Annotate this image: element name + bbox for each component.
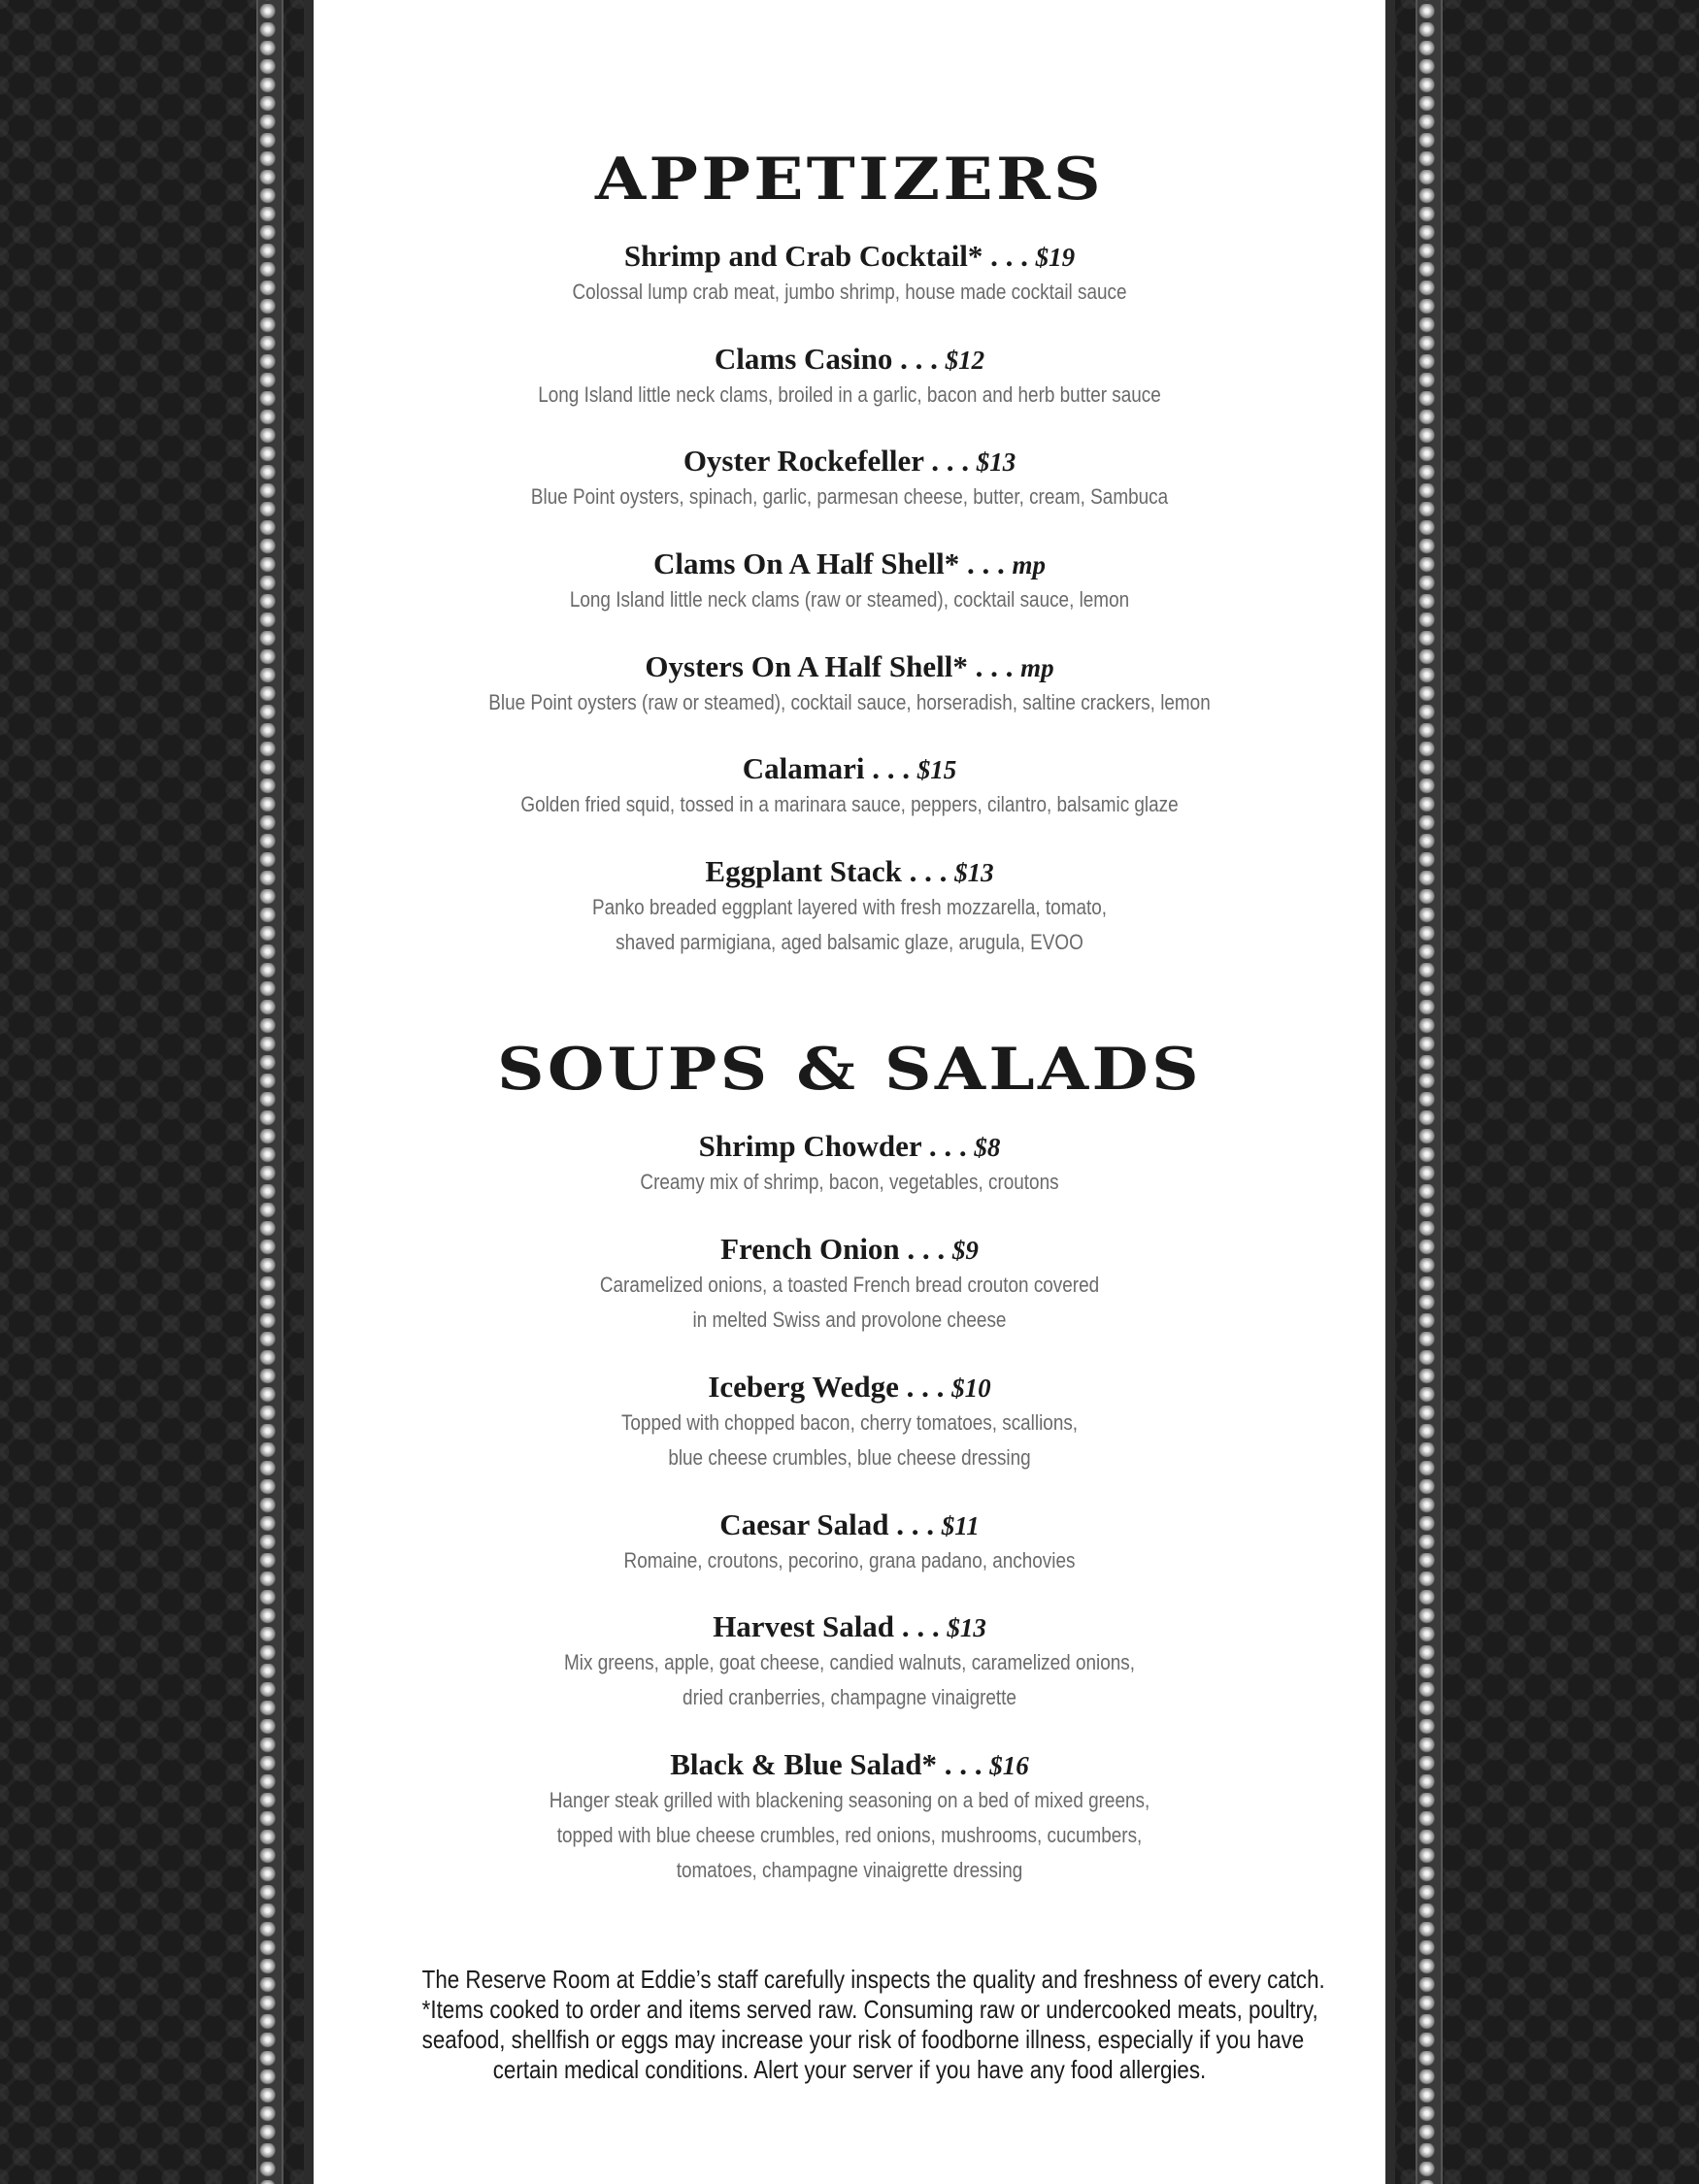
item-description: Caramelized onions, a toasted French bread crouton covered xyxy=(599,1273,1100,1297)
item-description: Long Island little neck clams (raw or steamed), cocktail sauce, lemon xyxy=(569,587,1130,612)
item-separator: . . . xyxy=(888,1507,942,1541)
item-separator: . . . xyxy=(937,1747,990,1781)
menu-page xyxy=(314,0,1385,2184)
menu-item xyxy=(314,751,1385,822)
menu-item xyxy=(314,1232,1385,1338)
item-separator: . . . xyxy=(967,649,1021,683)
item-separator: . . . xyxy=(892,342,946,376)
item-name: Clams Casino xyxy=(714,342,893,376)
section-title-appetizers: APPETIZERS xyxy=(594,146,1105,214)
item-price: $10 xyxy=(951,1373,991,1403)
item-description: shaved parmigiana, aged balsamic glaze, arugula, EVOO xyxy=(616,930,1083,954)
item-separator: . . . xyxy=(898,1370,952,1404)
item-separator: . . . xyxy=(894,1609,948,1643)
item-name: Clams On A Half Shell* xyxy=(653,546,960,580)
menu-item xyxy=(314,546,1385,617)
item-separator: . . . xyxy=(959,546,1013,580)
item-separator: . . . xyxy=(923,444,977,478)
disclaimer-footer xyxy=(421,1965,1325,2085)
item-separator: . . . xyxy=(899,1232,952,1266)
menu-item xyxy=(314,649,1385,720)
footer-line: The Reserve Room at Eddie’s staff carefully inspects the quality and freshness of every catch. xyxy=(421,1965,1325,1994)
item-price: mp xyxy=(1012,550,1046,579)
menu-item xyxy=(314,854,1385,960)
menu-item xyxy=(314,1609,1385,1715)
item-separator: . . . xyxy=(901,854,955,888)
item-description: Panko breaded eggplant layered with fresh mozzarella, tomato, xyxy=(591,895,1108,919)
item-description: Golden fried squid, tossed in a marinara sauce, peppers, cilantro, balsamic glaze xyxy=(520,792,1179,816)
item-price: $9 xyxy=(951,1236,979,1265)
item-description: Mix greens, apple, goat cheese, candied walnuts, caramelized onions, xyxy=(564,1650,1135,1674)
item-description: Hanger steak grilled with blackening seasoning on a bed of mixed greens, xyxy=(549,1788,1150,1812)
item-price: $19 xyxy=(1035,243,1076,272)
item-name: Iceberg Wedge xyxy=(708,1370,899,1404)
item-description: Colossal lump crab meat, jumbo shrimp, house made cocktail sauce xyxy=(572,280,1127,304)
footer-line: *Items cooked to order and items served raw. Consuming raw or undercooked meats, poultry, xyxy=(421,1995,1318,2024)
item-name: Eggplant Stack xyxy=(705,854,902,888)
item-name: Shrimp and Crab Cocktail* xyxy=(623,239,983,273)
item-name: Oysters On A Half Shell* xyxy=(645,649,968,683)
item-price: $8 xyxy=(974,1133,1001,1162)
item-price: $16 xyxy=(989,1751,1029,1780)
item-description: Blue Point oysters (raw or steamed), cocktail sauce, horseradish, saltine crackers, lemon xyxy=(488,690,1211,714)
item-name: French Onion xyxy=(720,1232,900,1266)
item-separator: . . . xyxy=(983,239,1036,273)
item-name: Oyster Rockefeller xyxy=(683,444,924,478)
menu-item xyxy=(314,239,1385,310)
item-separator: . . . xyxy=(921,1129,975,1163)
menu-item xyxy=(314,1507,1385,1578)
item-description: Romaine, croutons, pecorino, grana padano, anchovies xyxy=(623,1548,1076,1572)
item-description: Creamy mix of shrimp, bacon, vegetables, croutons xyxy=(640,1170,1059,1194)
item-price: mp xyxy=(1020,653,1054,682)
item-price: $13 xyxy=(947,1613,986,1642)
menu-item xyxy=(314,1129,1385,1200)
item-price: $12 xyxy=(945,346,985,375)
menu-item xyxy=(314,1370,1385,1475)
item-price: $15 xyxy=(916,755,957,784)
item-name: Caesar Salad xyxy=(719,1507,889,1541)
item-price: $13 xyxy=(976,447,1016,477)
item-name: Shrimp Chowder xyxy=(698,1129,922,1163)
item-description: blue cheese crumbles, blue cheese dressing xyxy=(668,1445,1031,1470)
item-description: in melted Swiss and provolone cheese xyxy=(692,1307,1007,1332)
item-description: Blue Point oysters, spinach, garlic, parmesan cheese, butter, cream, Sambuca xyxy=(530,484,1169,509)
section-title-soups-salads: SOUPS & SALADS xyxy=(496,1036,1203,1104)
item-price: $13 xyxy=(954,858,994,887)
item-name: Harvest Salad xyxy=(713,1609,895,1643)
item-price: $11 xyxy=(941,1511,980,1540)
item-description: Topped with chopped bacon, cherry tomatoes, scallions, xyxy=(620,1410,1079,1435)
footer-line: certain medical conditions. Alert your server if you have any food allergies. xyxy=(492,2055,1207,2084)
menu-item xyxy=(314,444,1385,514)
item-description: tomatoes, champagne vinaigrette dressing xyxy=(676,1858,1023,1882)
item-name: Calamari xyxy=(742,751,865,785)
item-separator: . . . xyxy=(864,751,917,785)
item-description: Long Island little neck clams, broiled in a garlic, bacon and herb butter sauce xyxy=(538,382,1161,407)
item-description: dried cranberries, champagne vinaigrette xyxy=(683,1685,1016,1709)
item-description: topped with blue cheese crumbles, red onions, mushrooms, cucumbers, xyxy=(556,1823,1143,1847)
footer-line: seafood, shellfish or eggs may increase your risk of foodborne illness, especially if you have xyxy=(421,2025,1305,2054)
menu-item xyxy=(314,342,1385,413)
menu-item xyxy=(314,1747,1385,1888)
item-name: Black & Blue Salad* xyxy=(670,1747,937,1781)
